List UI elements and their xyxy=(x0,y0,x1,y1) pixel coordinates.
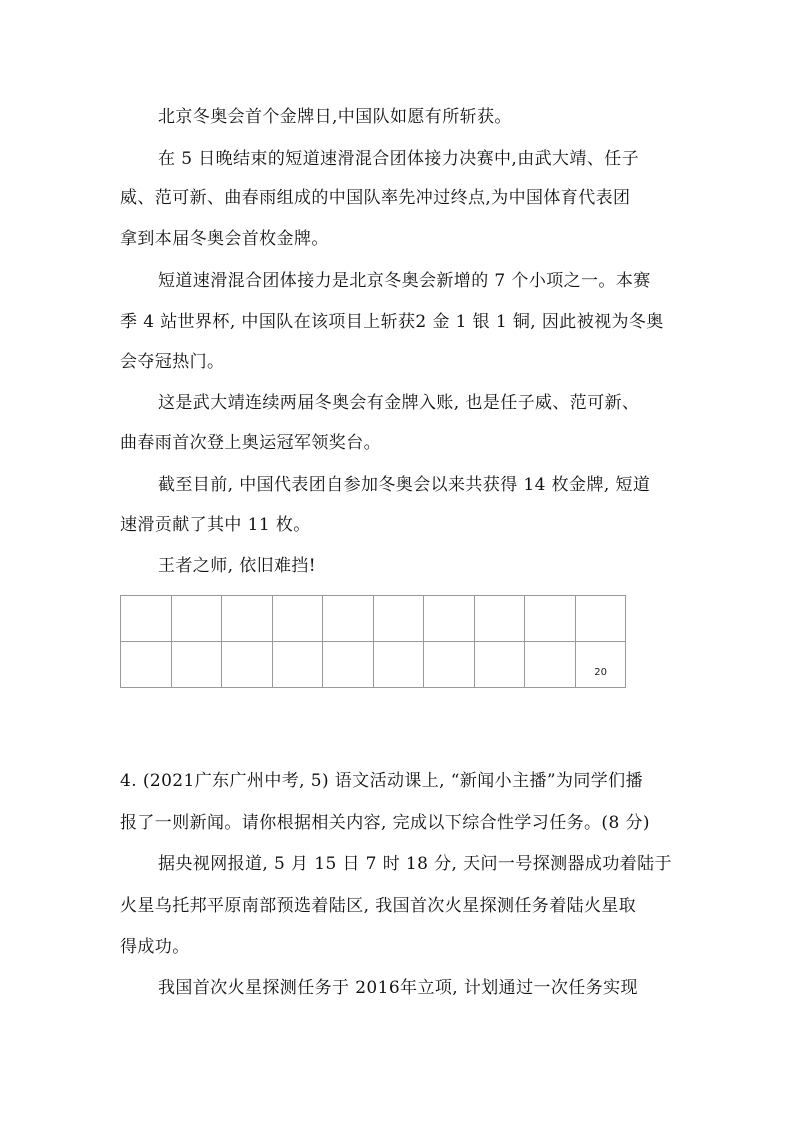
grid-cell xyxy=(273,642,324,688)
paragraph-line: 北京冬奥会首个金牌日,中国队如愿有所斩获。 xyxy=(158,107,512,127)
paragraph-line: 在 5 日晚结束的短道速滑混合团体接力决赛中,由武大靖、任子 xyxy=(158,149,640,169)
paragraph-line: 季 4 站世界杯, 中国队在该项目上斩获2 金 1 银 1 铜, 因此被视为冬奥 xyxy=(120,312,664,332)
grid-cell xyxy=(374,596,425,642)
paragraph-line: 短道速滑混合团体接力是北京冬奥会新增的 7 个小项之一。本赛 xyxy=(158,271,651,291)
grid-cell xyxy=(121,596,172,642)
answer-grid xyxy=(120,595,626,688)
grid-cell xyxy=(475,596,526,642)
grid-cell xyxy=(172,596,223,642)
paragraph-line: 我国首次火星探测任务于 2016年立项, 计划通过一次任务实现 xyxy=(158,978,638,998)
grid-row xyxy=(121,596,626,642)
paragraph-line: 会夺冠热门。 xyxy=(120,352,225,372)
grid-cell xyxy=(576,596,627,642)
paragraph-line: 曲春雨首次登上奥运冠军领奖台。 xyxy=(120,433,381,453)
grid-cell xyxy=(424,596,475,642)
grid-cell xyxy=(222,642,273,688)
grid-cell xyxy=(273,596,324,642)
grid-cell xyxy=(525,596,576,642)
paragraph-line: 这是武大靖连续两届冬奥会有金牌入账, 也是任子威、范可新、 xyxy=(158,393,640,413)
paragraph-line: 火星乌托邦平原南部预选着陆区, 我国首次火星探测任务着陆火星取 xyxy=(120,896,637,916)
paragraph-line: 王者之师, 依旧难挡! xyxy=(158,556,317,576)
paragraph-line: 得成功。 xyxy=(120,937,190,957)
character-count-label: 20 xyxy=(594,667,607,678)
grid-cell xyxy=(323,642,374,688)
grid-row xyxy=(121,642,626,688)
grid-cell xyxy=(525,642,576,688)
question-line: 4. (2021广东广州中考, 5) 语文活动课上, “新闻小主播”为同学们播 xyxy=(120,771,643,791)
paragraph-line: 威、范可新、曲春雨组成的中国队率先冲过终点,为中国体育代表团 xyxy=(120,188,631,208)
grid-cell xyxy=(424,642,475,688)
grid-cell xyxy=(121,642,172,688)
paragraph-line: 速滑贡献了其中 11 枚。 xyxy=(120,515,311,535)
paragraph-line: 截至目前, 中国代表团自参加冬奥会以来共获得 14 枚金牌, 短道 xyxy=(158,475,651,495)
grid-cell xyxy=(323,596,374,642)
paragraph-line: 拿到本届冬奥会首枚金牌。 xyxy=(120,229,329,249)
grid-cell xyxy=(222,596,273,642)
grid-cell xyxy=(172,642,223,688)
grid-cell xyxy=(576,642,627,688)
question-line: 报了一则新闻。请你根据相关内容, 完成以下综合性学习任务。(8 分) xyxy=(120,813,650,833)
grid-cell xyxy=(374,642,425,688)
paragraph-line: 据央视网报道, 5 月 15 日 7 时 18 分, 天问一号探测器成功着陆于 xyxy=(158,854,672,874)
grid-cell xyxy=(475,642,526,688)
